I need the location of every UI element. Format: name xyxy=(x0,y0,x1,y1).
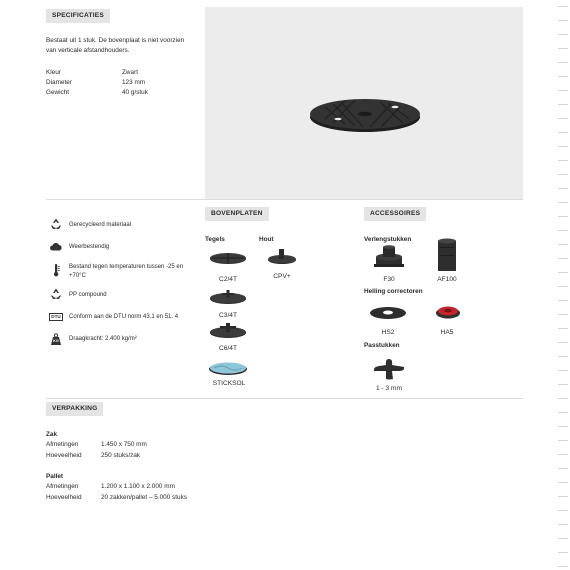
feature-load-capacity: Draagkracht: 2.400 kg/m² xyxy=(69,336,137,342)
specificaties-heading: SPECIFICATIES xyxy=(46,9,110,23)
top-plate-image xyxy=(205,7,523,199)
edge-tick xyxy=(558,356,568,357)
feature-temperature: Bestand tegen temperaturen tussen -25 en +70°C xyxy=(69,264,184,279)
product-photo xyxy=(205,7,523,199)
edge-tick xyxy=(558,342,568,343)
edge-tick xyxy=(558,510,568,511)
edge-tick-strip xyxy=(552,0,570,570)
edge-tick xyxy=(558,6,568,7)
edge-tick xyxy=(558,244,568,245)
sticksol-label: STICKSOL xyxy=(212,380,246,387)
helling-label: Helling correctoren xyxy=(364,288,423,295)
edge-tick xyxy=(558,496,568,497)
recycle-icon xyxy=(49,287,63,301)
af100-label: AF100 xyxy=(437,276,457,283)
edge-tick xyxy=(558,482,568,483)
feature-dtu: Conform aan de DTU norm 43.1 en 51. 4 xyxy=(69,314,179,320)
edge-tick xyxy=(558,524,568,525)
passtuk-image xyxy=(371,357,407,381)
zak-value-afmetingen: 1.450 x 750 mm xyxy=(101,441,147,448)
dtu-icon xyxy=(49,310,63,324)
cloud-icon xyxy=(49,240,63,254)
c2-4t-image xyxy=(208,250,248,268)
feature-weather: Weerbestendig xyxy=(69,244,110,250)
edge-tick xyxy=(558,76,568,77)
edge-tick xyxy=(558,398,568,399)
edge-tick xyxy=(558,538,568,539)
divider-middle xyxy=(46,398,523,399)
c3-4t-image xyxy=(208,289,248,307)
cpv-plus-image xyxy=(266,247,298,267)
divider-top xyxy=(46,199,523,200)
edge-tick xyxy=(558,440,568,441)
edge-tick xyxy=(558,118,568,119)
spec-label-gewicht: Gewicht xyxy=(46,89,70,96)
verpakking-heading: VERPAKKING xyxy=(46,402,103,416)
edge-tick xyxy=(558,258,568,259)
ha5-label: HA5 xyxy=(440,329,454,336)
tegels-label: Tegels xyxy=(205,236,225,243)
zak-title: Zak xyxy=(46,431,58,438)
f30-label: F30 xyxy=(383,276,395,283)
edge-tick xyxy=(558,104,568,105)
edge-tick xyxy=(558,202,568,203)
spec-value-gewicht: 40 g/stuk xyxy=(122,89,148,96)
edge-tick xyxy=(558,426,568,427)
edge-tick xyxy=(558,384,568,385)
weight-icon xyxy=(49,332,63,346)
zak-label-hoeveelheid: Hoeveelheid xyxy=(46,452,82,459)
edge-tick xyxy=(558,314,568,315)
spec-label-kleur: Kleur xyxy=(46,69,61,76)
edge-tick xyxy=(558,174,568,175)
passtukken-label: Passtukken xyxy=(364,342,400,349)
f30-image xyxy=(372,245,406,273)
edge-tick xyxy=(558,370,568,371)
edge-tick xyxy=(558,62,568,63)
edge-tick xyxy=(558,286,568,287)
edge-tick xyxy=(558,188,568,189)
pallet-value-hoeveelheid: 20 zakken/pallet – 5.000 stuks xyxy=(101,494,187,501)
edge-tick xyxy=(558,412,568,413)
spec-value-kleur: Zwart xyxy=(122,69,138,76)
edge-tick xyxy=(558,300,568,301)
zak-value-hoeveelheid: 250 stuks/zak xyxy=(101,452,141,459)
pallet-title: Pallet xyxy=(46,473,64,480)
c2-4t-label: C2/4T xyxy=(219,276,237,283)
edge-tick xyxy=(558,132,568,133)
thermometer-icon xyxy=(49,263,63,277)
c3-4t-label: C3/4T xyxy=(219,312,237,319)
weight-icon-label: KG xyxy=(53,339,59,343)
c6-4t-image xyxy=(208,323,248,341)
edge-tick xyxy=(558,160,568,161)
edge-tick xyxy=(558,328,568,329)
edge-tick xyxy=(558,566,568,567)
edge-tick xyxy=(558,90,568,91)
edge-tick xyxy=(558,552,568,553)
zak-label-afmetingen: Afmetingen xyxy=(46,441,79,448)
hout-label: Hout xyxy=(259,236,274,243)
bovenplaten-heading: BOVENPLATEN xyxy=(205,207,269,221)
cpv-plus-label: CPV+ xyxy=(273,273,291,280)
ha5-image xyxy=(433,302,463,322)
edge-tick xyxy=(558,230,568,231)
edge-tick xyxy=(558,216,568,217)
pallet-label-afmetingen: Afmetingen xyxy=(46,483,79,490)
pallet-label-hoeveelheid: Hoeveelheid xyxy=(46,494,82,501)
feature-recycled: Gerecycleerd materiaal xyxy=(69,222,132,228)
pallet-value-afmetingen: 1.200 x 1.100 x 2.000 mm xyxy=(101,483,175,490)
spec-label-diameter: Diameter xyxy=(46,79,72,86)
edge-tick xyxy=(558,146,568,147)
edge-tick xyxy=(558,272,568,273)
spec-value-diameter: 123 mm xyxy=(122,79,146,86)
edge-tick xyxy=(558,20,568,21)
edge-tick xyxy=(558,468,568,469)
edge-tick xyxy=(558,48,568,49)
specificaties-description: Bestaat uit 1 stuk. De bovenplaat is niet voorzien van verticale afstandhouders. xyxy=(46,37,185,54)
verlengstukken-label: Verlengstukken xyxy=(364,236,412,243)
hs2-label: HS2 xyxy=(381,329,395,336)
c6-4t-label: C6/4T xyxy=(219,345,237,352)
recycle-icon xyxy=(49,217,63,231)
passtuk-label: 1 - 3 mm xyxy=(375,385,402,392)
accessoires-heading: ACCESSOIRES xyxy=(364,207,426,221)
sticksol-image xyxy=(206,358,250,378)
feature-pp-compound: PP compound xyxy=(69,292,107,298)
edge-tick xyxy=(558,34,568,35)
dtu-icon-label: DTU xyxy=(49,313,63,321)
edge-tick xyxy=(558,454,568,455)
hs2-image xyxy=(368,304,408,322)
af100-image xyxy=(433,237,461,273)
